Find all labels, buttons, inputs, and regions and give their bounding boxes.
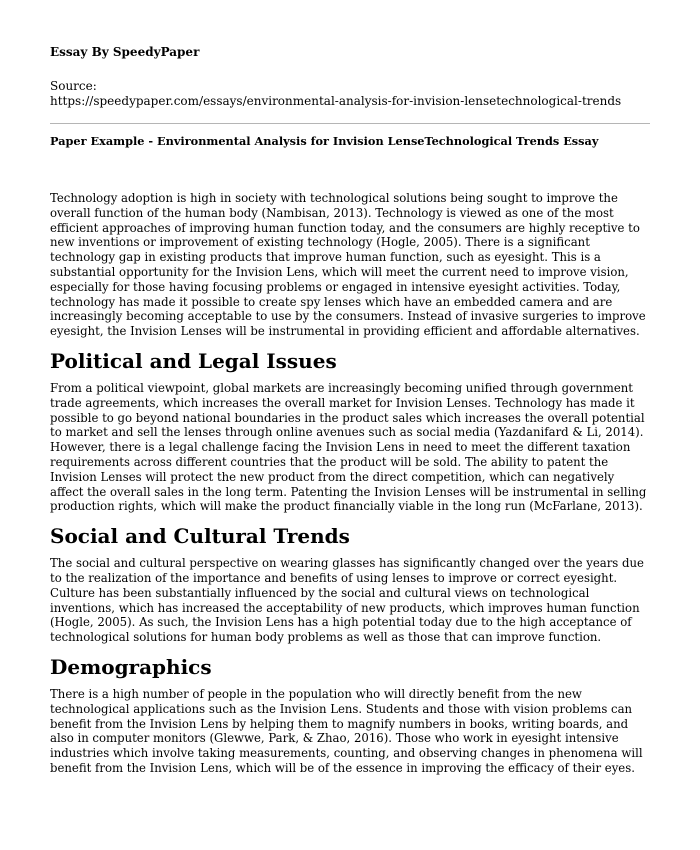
section-body-political-legal: From a political viewpoint, global markets are increasingly becoming unified through government trade agreements, which increases the overall market for Invision Lenses. Technology has made it possible to go beyond national boundaries in the product sales which increases the overall potential to market and sell the lenses through online avenues such as social media (Yazdanifard & Li, 2014). However, there is a legal challenge facing the Invision Lens in need to meet the different taxation requirements across different countries that the product will be sold. The ability to patent the Invision Lenses will protect the new product from the direct competition, which can negatively affect the overall sales in the long term. Patenting the Invision Lenses will be instrumental in selling production rights, which will make the product financially viable in the long run (McFarlane, 2013). [50,380,647,514]
section-heading-demographics: Demographics [50,654,212,679]
paper-title: Paper Example - Environmental Analysis for Invision LenseTechnological Trends Essay [50,134,599,148]
header-divider [50,123,650,124]
section-body-social-cultural: The social and cultural perspective on wearing glasses has significantly changed over the years due to the realization of the importance and benefits of using lenses to improve or correct eyesight. Culture has been substantially influenced by the social and cultural views on technological inventions, which has increased the acceptability of new products, which improves human function (Hogle, 2005). As such, the Invision Lens has a high potential today due to the high acceptance of technological solutions for human body problems as well as those that can improve function. [50,556,644,645]
section-body-demographics: There is a high number of people in the population who will directly benefit from the new technological applications such as the Invision Lens. Students and those with vision problems can benefit from the Invision Lens by helping them to magnify numbers in books, writing boards, and also in computer monitors (Glewwe, Park, & Zhao, 2016). Those who work in eyesight intensive industries which involve taking measurements, counting, and observing changes in phenomena will benefit from the Invision Lens, which will be of the essence in improving the efficacy of their eyes. [50,686,643,775]
section-heading-political-legal: Political and Legal Issues [50,348,337,373]
section-heading-social-cultural: Social and Cultural Trends [50,524,350,549]
source-label: Source: [50,79,97,93]
essay-source-title: Essay By SpeedyPaper [50,45,200,59]
intro-paragraph: Technology adoption is high in society with technological solutions being sought to improve the overall function of the human body (Nambisan, 2013). Technology is viewed as one of the most efficient approaches of improving human function today, and the consumers are highly receptive to new inventions or improvement of existing technology (Hogle, 2005). There is a significant technology gap in existing products that improve human function, such as eyesight. This is a substantial opportunity for the Invision Lens, which will meet the current need to improve vision, especially for those having focusing problems or engaged in intensive eyesight activities. Today, technology has made it possible to create spy lenses which have an embedded camera and are increasingly becoming acceptable to use by the consumers. Instead of invasive surgeries to improve eyesight, the Invision Lenses will be instrumental in providing efficient and affordable alternatives. [50,191,646,339]
source-url: https://speedypaper.com/essays/environmental-analysis-for-invision-lensetechnological-trends [50,94,622,108]
